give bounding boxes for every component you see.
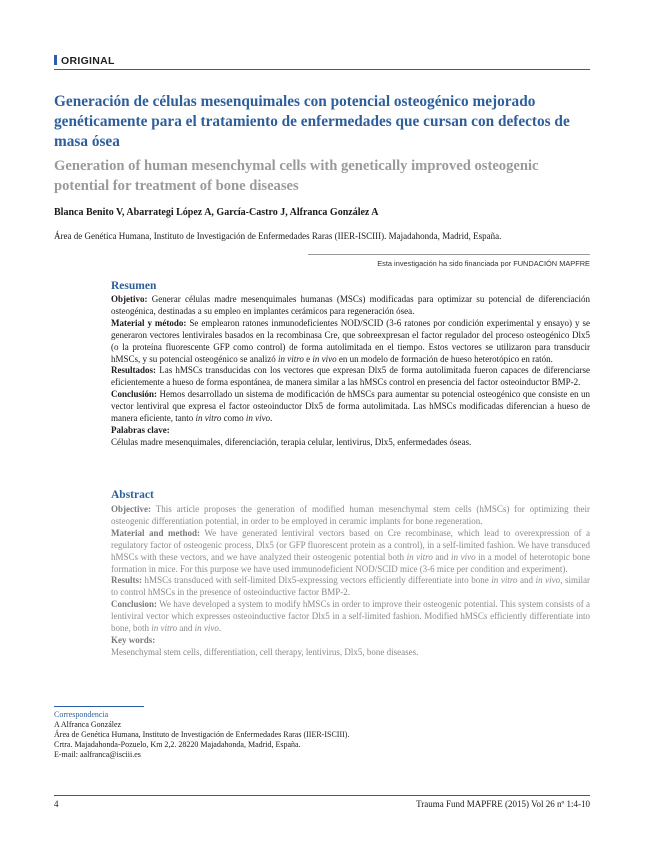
correspondence xyxy=(54,710,349,760)
affiliation: Área de Genética Humana, Instituto de Investigación de Enfermedades Raras (IIER-ISCIII). Majadahonda, Madrid, España. xyxy=(54,231,502,241)
correspondence-rule xyxy=(54,706,144,707)
resumen-resultados xyxy=(111,365,590,389)
abstract-material-text-2: and xyxy=(432,551,451,562)
funding-rule xyxy=(308,254,590,255)
abstract-conclusion-italic-2: in vivo xyxy=(194,623,219,634)
header-rule xyxy=(54,69,590,70)
abstract-material-italic-1: in vitro xyxy=(406,551,433,562)
abstract-material xyxy=(111,528,590,576)
authors: Blanca Benito V, Abarrategi López A, García-Castro J, Alfranca González A xyxy=(54,207,379,218)
abstract-results-text-1: hMSCs transduced with self-limited Dlx5-expressing vectors efficiently differentiate into bone xyxy=(142,575,492,586)
resumen-material-text-1: Se emplearon ratones inmunodeficientes NOD/SCID (3-6 ratones por condición experimental y ensayo) y se generaron vectores lentivirales basados en la recombinasa Cre, que sobreexpresan el factor regulador del proceso osteogénico Dlx5 (o la proteína fluorescente GFP como control) de forma autolimitada en el tiempo. Estos vectores se utilizaron para transducir hMSCs, y su potencial osteogénico se analizó xyxy=(111,317,590,364)
resumen-conclusion-text-1: Hemos desarrollado un sistema de modificación de hMSCs para aumentar su potencial osteogénico que consiste en un vector lentiviral que expresa el factor osteoinductor Dlx5 de forma autolimitada. Las hMSCs modificadas diferencian a hueso de manera eficiente, tanto xyxy=(111,389,590,424)
resumen-conclusion-label: Conclusión: xyxy=(111,389,158,400)
abstract-objective-text: This article proposes the generation of modified human mesenchymal stem cells (hMSCs) for optimizing their osteogenic differentiation potential, in order to be employed in ceramic implants for bone regeneration. xyxy=(111,504,590,526)
abstract-results-italic-1: in vitro xyxy=(491,575,518,586)
abstract-objective-label: Objective: xyxy=(111,504,151,514)
page-number: 4 xyxy=(54,799,59,809)
abstract-results xyxy=(111,575,590,599)
abstract-keywords-label xyxy=(111,635,590,647)
abstract-results-text-2: and xyxy=(517,575,536,586)
resumen-material-italic-2: in vivo xyxy=(312,353,337,364)
resumen-objetivo-label: Objetivo: xyxy=(111,294,148,304)
abstract-conclusion-italic-1: in vitro xyxy=(151,623,178,634)
resumen-conclusion-text-2: como xyxy=(221,413,246,424)
abstract-results-text-3: , similar to control hMSCs in the presence of osteoinductive factor BMP-2. xyxy=(111,575,590,598)
correspondence-heading: Correspondencia xyxy=(54,710,109,719)
abstract-conclusion-label: Conclusion: xyxy=(111,599,158,610)
resumen-material-text-2: e xyxy=(303,353,313,364)
resumen-resultados-text: Las hMSCs transducidas con los vectores que expresan Dlx5 de forma autolimitada fueron capaces de diferenciarse eficientemente a hueso de forma espontánea, de manera similar a las hMSCs control en presencia del factor osteoinductor BMP-2. xyxy=(111,365,590,388)
abstract-heading: Abstract xyxy=(111,489,154,501)
abstract-conclusion-text-2: and xyxy=(177,623,195,634)
abstract-material-label: Material and method: xyxy=(111,527,201,538)
resumen-palabras: Células madre mesenquimales, diferenciación, terapia celular, lentivirus, Dlx5, enfermedades óseas. xyxy=(111,436,472,447)
footer-rule xyxy=(54,795,590,796)
section-marker xyxy=(54,55,57,65)
correspondence-line1: Área de Genética Humana, Instituto de Investigación de Enfermedades Raras (IIER-ISCIII). xyxy=(54,730,350,739)
abstract-conclusion xyxy=(111,599,590,635)
section-label-text: ORIGINAL xyxy=(61,55,115,67)
resumen-conclusion xyxy=(111,389,590,425)
resumen-conclusion-italic-2: in vivo xyxy=(245,413,271,424)
resumen-material-italic-1: in vitro xyxy=(277,353,304,364)
resumen-heading: Resumen xyxy=(111,280,157,292)
abstract-keywords-label-text: Key words: xyxy=(111,634,156,645)
abstract-material-text-1: We have generated lentiviral vectors based on Cre recombinase, which lead to overexpression of a regulatory factor of osteogenic process, Dlx5 (or GFP fluorescent protein as a control), in a self-limited fashion. We have transduced hMSCs with these vectors, and we have analyzed their osteogenic potential both xyxy=(111,527,590,562)
resumen-material xyxy=(111,318,590,366)
resumen-conclusion-text-3: . xyxy=(270,413,273,424)
resumen-palabras-label xyxy=(111,425,590,437)
abstract-body xyxy=(111,504,590,659)
section-label xyxy=(54,55,115,67)
journal-citation: Trauma Fund MAPFRE (2015) Vol 26 nº 1:4-10 xyxy=(416,799,590,809)
resumen-objetivo xyxy=(111,294,590,318)
resumen-resultados-label: Resultados: xyxy=(111,365,157,376)
abstract-conclusion-text-1: We have developed a system to modify hMSCs in order to improve their osteogenic potential. This system consists of a lentiviral vector which expresses osteoinductive factor Dlx5 in a self-limited fashion. Modified hMSCs efficiently differentiate into bone, both xyxy=(111,599,590,634)
abstract-material-italic-2: in vivo xyxy=(451,551,476,562)
resumen-body xyxy=(111,294,590,449)
abstract-keywords: Mesenchymal stem cells, differentiation, cell therapy, lentivirus, Dlx5, bone diseases. xyxy=(111,646,419,657)
correspondence-email: E-mail: aalfranca@isciii.es xyxy=(54,750,141,759)
abstract-objective xyxy=(111,504,590,528)
article-title-spanish: Generación de células mesenquimales con potencial osteogénico mejorado genéticamente para el tratamiento de enfermedades que cursan con defectos de masa ósea xyxy=(54,93,570,150)
resumen-objetivo-text: Generar células madre mesenquimales humanas (MSCs) modificadas para optimizar su potencial de diferenciación osteogénica, destinadas a su empleo en implantes cerámicos para regeneración ósea. xyxy=(111,294,590,316)
resumen-material-label: Material y método: xyxy=(111,317,187,328)
abstract-results-label: Results: xyxy=(111,575,142,586)
abstract-material-text-3: in a model of heterotopic bone formation in mice. For this purpose we have used immunodeficient NOD/SCID mice (3-6 mice per condition and experiment). xyxy=(111,551,590,574)
funding-note: Esta investigación ha sido financiada por FUNDACIÓN MAPFRE xyxy=(377,259,590,268)
abstract-results-italic-2: in vivo xyxy=(535,575,561,586)
correspondence-name: A Alfranca González xyxy=(54,720,122,729)
resumen-conclusion-italic-1: in vitro xyxy=(195,413,222,424)
article-title-english: Generation of human mesenchymal cells with genetically improved osteogenic potential for treatment of bone diseases xyxy=(54,158,539,194)
resumen-material-text-3: en un modelo de formación de hueso heterotópico en ratón. xyxy=(336,353,553,364)
abstract-conclusion-text-3: . xyxy=(218,623,222,634)
resumen-palabras-label-text: Palabras clave: xyxy=(111,424,170,435)
correspondence-line2: Crtra. Majadahonda-Pozuelo, Km 2,2. 28220 Majadahonda, Madrid, España. xyxy=(54,740,301,749)
